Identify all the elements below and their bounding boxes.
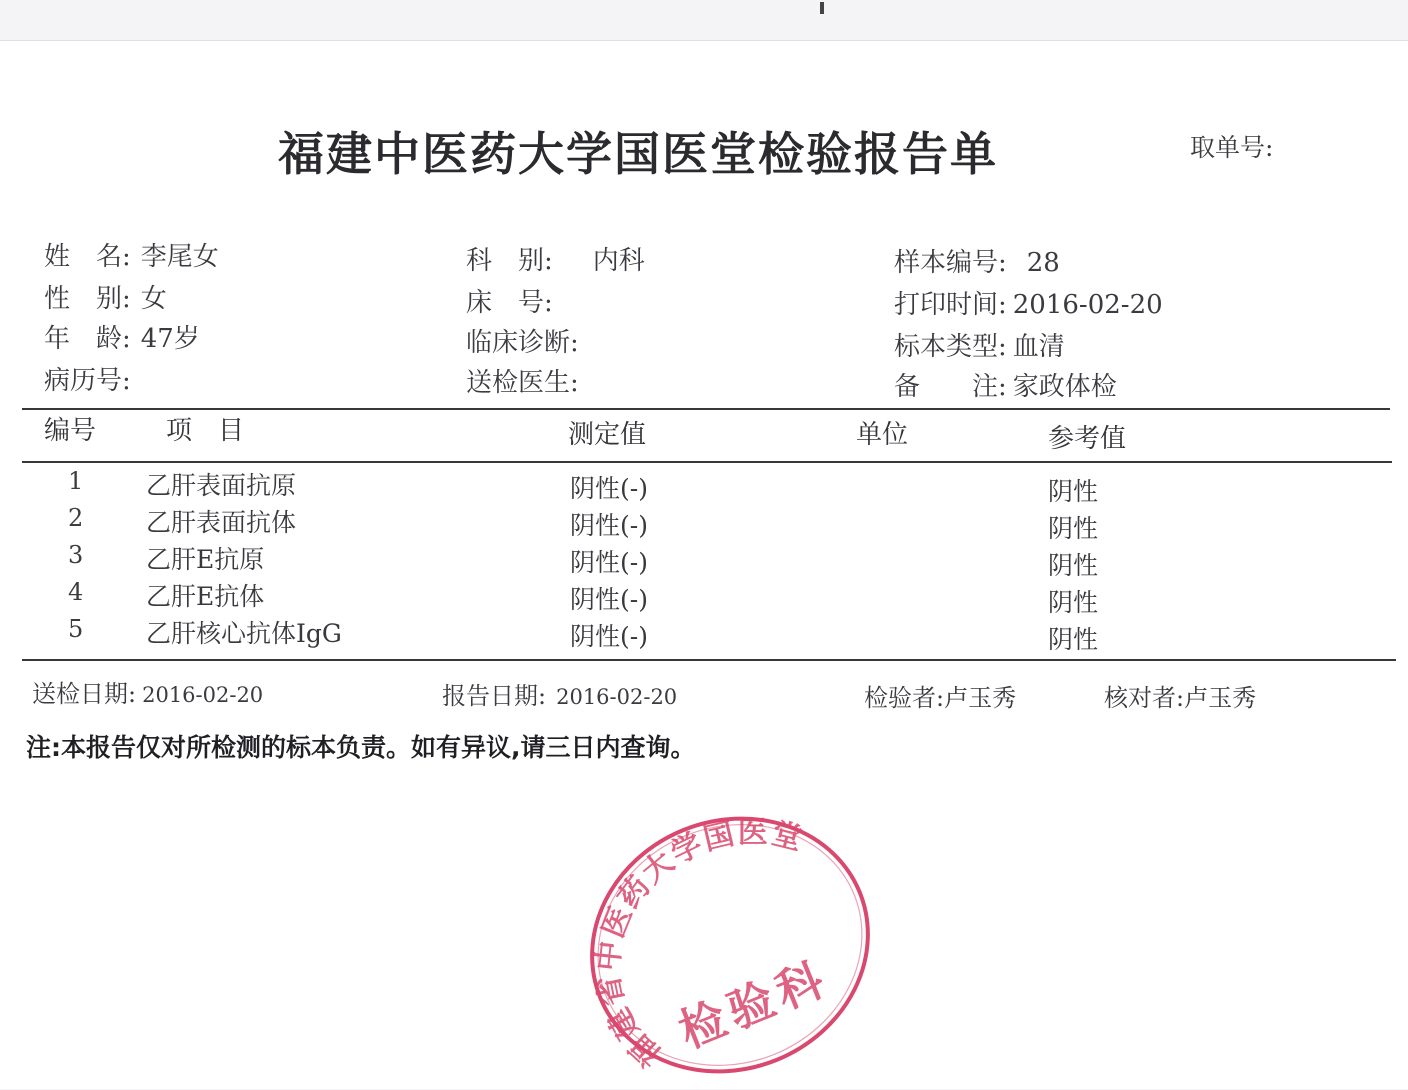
- report-title: 福建中医药大学国医堂检验报告单: [278, 127, 998, 181]
- patient-gender-label: 性 别:: [44, 284, 131, 314]
- remark-value: 家政体检: [1012, 372, 1117, 402]
- remark-row: [894, 366, 1117, 403]
- submit-date-value: 2016-02-20: [142, 683, 264, 707]
- disclaimer-note: 注:本报告仅对所检测的标本负责。如有异议,请三日内查询。: [26, 733, 696, 762]
- doctor-row: [466, 362, 589, 399]
- print-time-row: [894, 284, 1163, 321]
- remark-label: 备 注:: [894, 372, 1007, 402]
- header-value: 测定值: [568, 420, 647, 450]
- row-no: 5: [68, 615, 84, 643]
- header-item: 项 目: [166, 416, 245, 446]
- row-ref: 阴性: [1048, 625, 1099, 654]
- diagnosis-label: 临床诊断:: [466, 328, 579, 358]
- submit-date-label: 送检日期:: [32, 680, 137, 708]
- patient-gender-value: 女: [140, 284, 167, 314]
- row-no: 3: [68, 541, 84, 569]
- patient-age-value: 47岁: [140, 324, 200, 354]
- checker-value: 卢玉秀: [1184, 684, 1257, 712]
- sample-type-value: 血清: [1012, 332, 1065, 362]
- dept-value: 内科: [592, 246, 645, 276]
- submit-date-row: [32, 674, 263, 709]
- print-time-label: 打印时间:: [894, 290, 1007, 320]
- tester-label: 检验者:: [864, 684, 945, 712]
- checker-label: 核对者:: [1104, 684, 1185, 712]
- report-date-value: 2016-02-20: [556, 685, 678, 709]
- seal-center-text: 检验科: [671, 950, 837, 1059]
- row-value: 阴性(-): [570, 511, 648, 540]
- row-item: 乙肝E抗体: [146, 582, 265, 611]
- bed-label: 床 号:: [466, 288, 553, 318]
- row-no: 4: [68, 578, 84, 606]
- row-ref: 阴性: [1048, 588, 1099, 617]
- lab-seal-stamp: [580, 800, 880, 1090]
- header-unit: 单位: [856, 420, 909, 450]
- report-date-label: 报告日期:: [442, 682, 547, 710]
- dept-label: 科 别:: [466, 246, 553, 276]
- scan-speck: [820, 2, 824, 14]
- bed-row: [466, 282, 563, 319]
- seal-ring-text: 福建省中医药大学国医堂: [590, 815, 808, 1074]
- row-item: 乙肝E抗原: [146, 545, 265, 574]
- row-value: 阴性(-): [570, 474, 648, 503]
- checker-row: [1104, 678, 1256, 713]
- sample-type-label: 标本类型:: [894, 332, 1007, 362]
- row-no: 1: [68, 467, 84, 495]
- report-date-row: [442, 676, 677, 711]
- row-item: 乙肝核心抗体IgG: [146, 619, 342, 648]
- sample-id-value: 28: [1026, 248, 1060, 278]
- patient-gender-row: [44, 278, 167, 315]
- print-time-value: 2016-02-20: [1012, 290, 1163, 320]
- patient-record-label: 病历号:: [44, 366, 131, 396]
- patient-age-row: [44, 318, 200, 355]
- row-ref: 阴性: [1048, 551, 1099, 580]
- patient-age-label: 年 龄:: [44, 324, 131, 354]
- patient-name-label: 姓 名:: [44, 242, 131, 272]
- header-ref: 参考值: [1048, 424, 1127, 454]
- header-no: 编号: [44, 416, 97, 446]
- patient-record-row: [44, 360, 141, 397]
- doctor-label: 送检医生:: [466, 368, 579, 398]
- tester-row: [864, 678, 1016, 713]
- table-bottom-rule: [22, 659, 1396, 661]
- row-value: 阴性(-): [570, 585, 648, 614]
- row-ref: 阴性: [1048, 514, 1099, 543]
- sample-id-label: 样本编号:: [894, 248, 1007, 278]
- diagnosis-row: [466, 322, 589, 359]
- patient-name-value: 李尾女: [140, 242, 219, 272]
- row-no: 2: [68, 504, 84, 532]
- tester-value: 卢玉秀: [944, 684, 1017, 712]
- slip-number-label: 取单号:: [1190, 133, 1274, 162]
- row-item: 乙肝表面抗体: [146, 508, 297, 537]
- table-header-rule: [22, 461, 1392, 463]
- dept-row: [466, 240, 645, 277]
- sample-type-row: [894, 326, 1065, 363]
- row-ref: 阴性: [1048, 477, 1099, 506]
- row-value: 阴性(-): [570, 548, 648, 577]
- sample-id-row: [894, 242, 1060, 279]
- row-value: 阴性(-): [570, 622, 648, 651]
- patient-name-row: [44, 236, 219, 273]
- row-item: 乙肝表面抗原: [146, 471, 297, 500]
